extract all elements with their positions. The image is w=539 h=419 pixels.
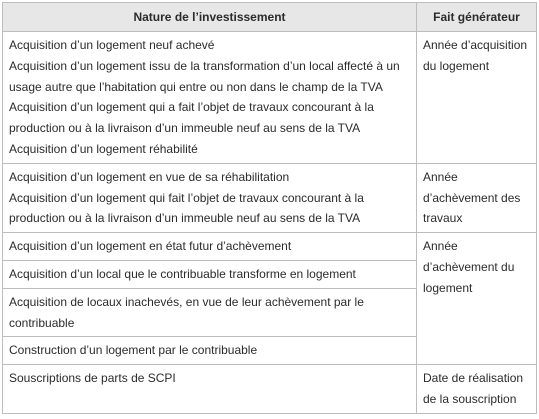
nature-line: Acquisition d’un local que le contribuable transforme en logement — [9, 266, 356, 281]
fait-generateur-cell: Date de réalisation de la souscription — [417, 365, 537, 414]
nature-cell — [3, 32, 417, 164]
table-row — [3, 233, 537, 261]
nature-line: Acquisition d’un logement issu de la transformation d’un local affecté à un usage autre que l’habitation qui entre ou non dans le champ de la TVA — [9, 58, 400, 94]
table-row — [3, 163, 537, 232]
nature-cell — [3, 233, 417, 261]
nature-cell — [3, 337, 417, 365]
nature-line: Acquisition d’un logement neuf achevé — [9, 38, 215, 52]
fait-generateur-cell: Année d’achèvement des travaux — [417, 163, 537, 232]
nature-line: Acquisition d’un logement en état futur d’achèvement — [9, 239, 292, 254]
table-row — [3, 365, 537, 414]
nature-line: Acquisition d’un logement en vue de sa réhabilitation — [9, 169, 290, 184]
nature-cell — [3, 163, 417, 232]
table-row — [3, 32, 537, 164]
nature-cell — [3, 365, 417, 414]
nature-line: Acquisition d’un logement qui a fait l’objet de travaux concourant à la production ou à la livraison d’un immeuble neuf au sens de la TVA — [9, 100, 374, 136]
nature-cell — [3, 288, 417, 337]
nature-line: Acquisition de locaux inachevés, en vue de leur achèvement par le contribuable — [9, 294, 364, 330]
nature-line: Construction d’un logement par le contribuable — [9, 343, 258, 358]
investment-table — [2, 2, 537, 414]
nature-cell — [3, 260, 417, 288]
fait-generateur-cell: Année d’acquisition du logement — [417, 32, 537, 164]
nature-line: Acquisition d’un logement réhabilité — [9, 141, 198, 156]
header-fait-generateur: Fait générateur — [417, 3, 537, 32]
table-header-row — [3, 3, 537, 32]
fait-generateur-cell: Année d’achèvement du logement — [417, 233, 537, 365]
nature-line: Acquisition d’un logement qui fait l’objet de travaux concourant à la production ou à la livraison d’un immeuble neuf au sens de la TVA — [9, 190, 364, 226]
nature-line: Souscriptions de parts de SCPI — [9, 371, 176, 386]
header-nature: Nature de l’investissement — [3, 3, 417, 32]
